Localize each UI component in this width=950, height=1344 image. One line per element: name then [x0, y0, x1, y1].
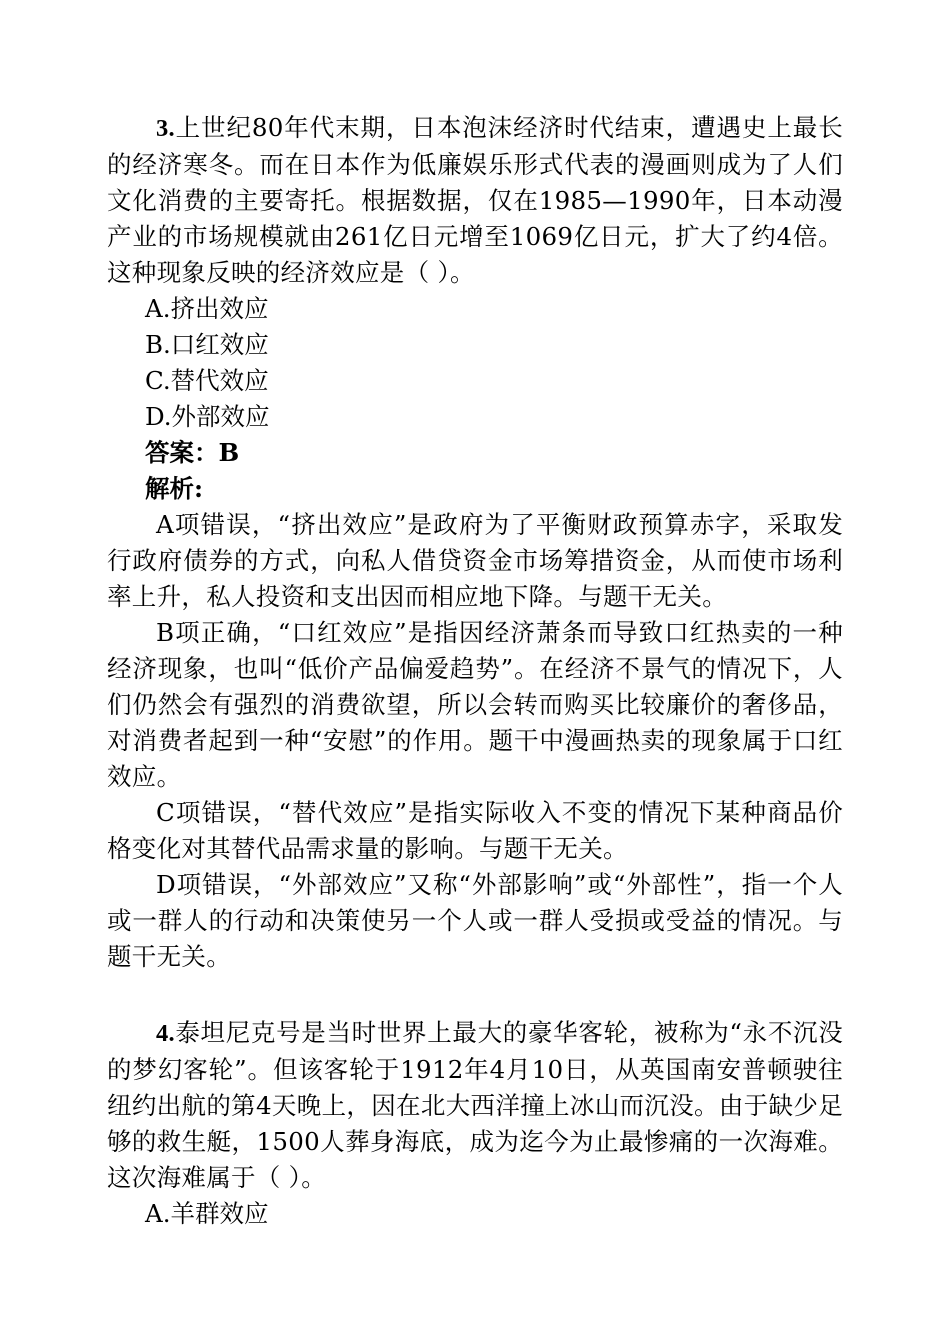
question-3-stem: [107, 110, 843, 291]
question-4-number: 4.: [156, 1020, 175, 1047]
question-3-option-a: A.挤出效应: [145, 294, 269, 323]
question-3-option-b: B.口红效应: [145, 330, 269, 359]
question-3-number: 3.: [156, 115, 175, 142]
question-4-stem: [107, 1015, 843, 1196]
analysis-paragraph-c: C项错误，“替代效应”是指实际收入不变的情况下某种商品价格变化对其替代品需求量的影响。与题干无关。: [107, 798, 843, 863]
analysis-paragraph-a: A项错误，“挤出效应”是政府为了平衡财政预算赤字，采取发行政府债券的方式，向私人借贷资金市场筹措资金，从而使市场利率上升，私人投资和支出因而相应地下降。与题干无关。: [107, 510, 843, 611]
question-3-analysis-label: 解析:: [145, 474, 204, 503]
question-3-text: 上世纪80年代末期，日本泡沫经济时代结束，遭遇史上最长的经济寒冬。而在日本作为低廉娱乐形式代表的漫画则成为了人们文化消费的主要寄托。根据数据，仅在1985—1990年，日本动漫产业的市场规模就由261亿日元增至1069亿日元，扩大了约4倍。这种现象反映的经济效应是（ ）。: [107, 113, 843, 287]
question-4-option-a: A.羊群效应: [145, 1199, 269, 1228]
analysis-paragraph-d: D项错误，“外部效应”又称“外部影响”或“外部性”，指一个人或一群人的行动和决策使另一个人或一群人受损或受益的情况。与题干无关。: [107, 870, 843, 971]
question-4-text: 泰坦尼克号是当时世界上最大的豪华客轮，被称为“永不沉没的梦幻客轮”。但该客轮于1912年4月10日，从英国南安普顿驶往纽约出航的第4天晚上，因在北大西洋撞上冰山而沉没。由于缺少足够的救生艇，1500人葬身海底，成为迄今为止最惨痛的一次海难。这次海难属于（ ）。: [107, 1018, 843, 1192]
question-3-option-d: D.外部效应: [145, 402, 270, 431]
document-page: [107, 110, 843, 1232]
question-3-answer: 答案：B: [145, 438, 240, 467]
question-3-option-c: C.替代效应: [145, 366, 269, 395]
question-spacer: [107, 975, 843, 1015]
analysis-paragraph-b: B项正确，“口红效应”是指因经济萧条而导致口红热卖的一种经济现象，也叫“低价产品偏爱趋势”。在经济不景气的情况下，人们仍然会有强烈的消费欲望，所以会转而购买比较廉价的奢侈品，对消费者起到一种“安慰”的作用。题干中漫画热卖的现象属于口红效应。: [107, 618, 843, 791]
